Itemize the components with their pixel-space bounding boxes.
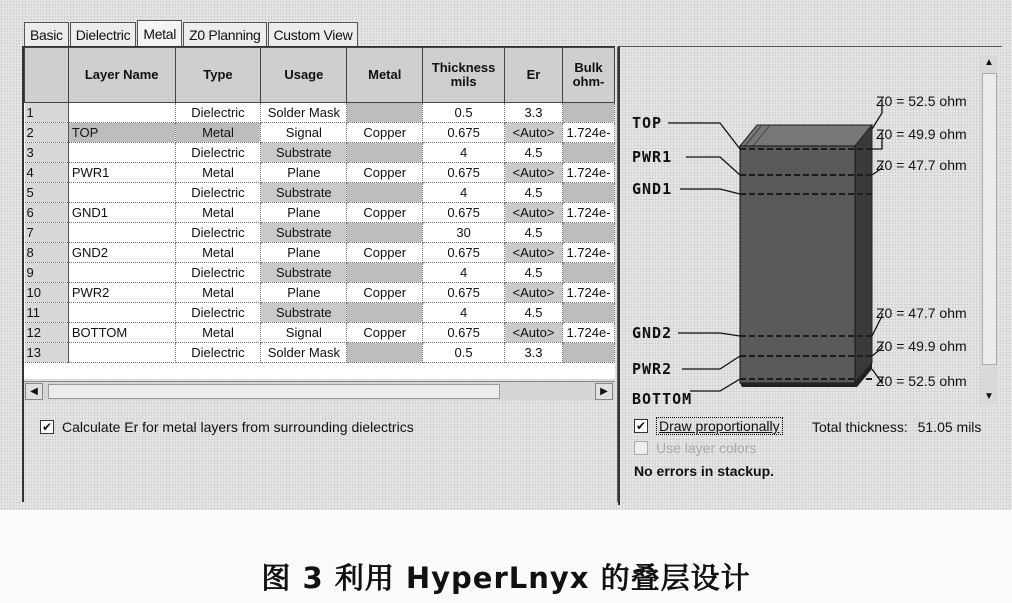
thickness-cell[interactable]: 0.675 <box>423 243 505 263</box>
usage-cell[interactable]: Plane <box>261 243 347 263</box>
draw-proportionally-checkbox[interactable]: ✔ <box>635 419 647 433</box>
column-header[interactable] <box>347 48 423 103</box>
layer-name-cell[interactable] <box>68 303 175 323</box>
leader-top <box>668 123 740 149</box>
bulk-cell[interactable]: 1.724e- <box>562 123 614 143</box>
bulk-cell[interactable] <box>562 183 614 203</box>
row-number: 9 <box>25 263 69 283</box>
layer-name-cell[interactable]: TOP <box>68 123 175 143</box>
column-header-subtext: ohm- <box>572 74 605 89</box>
usage-cell[interactable]: Plane <box>261 163 347 183</box>
bulk-cell[interactable]: 1.724e- <box>562 323 614 343</box>
er-cell[interactable]: <Auto> <box>505 283 563 303</box>
bulk-cell[interactable]: 1.724e- <box>562 283 614 303</box>
metal-cell[interactable]: Copper <box>347 283 423 303</box>
metal-cell[interactable]: Copper <box>347 323 423 343</box>
column-header-text: Bulk <box>574 60 603 75</box>
layer-label-pwr2: PWR2 <box>632 360 673 378</box>
er-cell[interactable]: 4.5 <box>505 143 563 163</box>
layer-name-cell[interactable]: GND2 <box>68 243 175 263</box>
column-header-subtext: mils <box>450 74 477 89</box>
vertical-scrollbar[interactable] <box>980 55 998 405</box>
usage-cell[interactable]: Signal <box>261 323 347 343</box>
er-cell[interactable]: <Auto> <box>505 243 563 263</box>
table-header-row <box>25 48 615 103</box>
type-cell[interactable]: Metal <box>175 203 261 223</box>
thickness-cell[interactable]: 0.675 <box>423 203 505 223</box>
table-row[interactable] <box>25 123 615 143</box>
z0-label-6: Z0 = 52.5 ohm <box>876 373 967 389</box>
layer-name-cell[interactable]: BOTTOM <box>68 323 175 343</box>
er-cell[interactable]: <Auto> <box>505 123 563 143</box>
column-header-text: Er <box>526 67 541 82</box>
metal-cell[interactable] <box>347 303 423 323</box>
figure-caption: 图 3 利用 HyperLnyx 的叠层设计 <box>261 561 751 595</box>
layer-colors-checkbox <box>634 441 648 455</box>
layer-name-cell[interactable] <box>68 183 175 203</box>
table-row[interactable] <box>25 243 615 263</box>
total-thickness-label: Total thickness: <box>812 419 908 435</box>
table-row[interactable] <box>25 183 615 203</box>
thickness-cell[interactable]: 4 <box>423 263 505 283</box>
usage-cell[interactable]: Solder Mask <box>261 103 347 123</box>
table-body <box>25 103 615 363</box>
bulk-cell[interactable]: 1.724e- <box>562 203 614 223</box>
er-cell[interactable]: <Auto> <box>505 163 563 183</box>
column-header[interactable] <box>261 48 347 103</box>
row-number: 6 <box>25 203 69 223</box>
metal-cell[interactable]: Copper <box>347 123 423 143</box>
usage-cell[interactable]: Substrate <box>261 143 347 163</box>
thickness-cell[interactable]: 0.675 <box>423 323 505 343</box>
er-cell[interactable]: <Auto> <box>505 203 563 223</box>
column-header-text: Layer Name <box>84 67 159 82</box>
tab-dielectric[interactable]: Dielectric <box>70 22 137 46</box>
stackup-grid[interactable] <box>24 47 615 379</box>
tab-bar <box>24 20 359 46</box>
layer-name-cell[interactable] <box>68 223 175 243</box>
stackup-table <box>24 47 615 363</box>
layer-colors-option <box>634 440 756 456</box>
total-thickness-value: 51.05 mils <box>917 419 982 435</box>
metal-cell[interactable]: Copper <box>347 203 423 223</box>
table-row[interactable] <box>25 223 615 243</box>
stackup-front-face <box>740 146 855 383</box>
layer-name-cell[interactable] <box>68 143 175 163</box>
type-cell[interactable]: Dielectric <box>175 223 261 243</box>
bulk-cell[interactable] <box>562 143 614 163</box>
row-number: 10 <box>25 283 69 303</box>
usage-cell[interactable]: Substrate <box>261 223 347 243</box>
usage-cell[interactable]: Solder Mask <box>261 343 347 363</box>
bulk-cell[interactable] <box>562 223 614 243</box>
bulk-cell[interactable]: 1.724e- <box>562 243 614 263</box>
thickness-cell[interactable]: 0.5 <box>423 343 505 363</box>
thickness-cell[interactable]: 0.675 <box>423 123 505 143</box>
table-row[interactable] <box>25 343 615 363</box>
usage-cell[interactable]: Substrate <box>261 183 347 203</box>
layer-label-bottom: BOTTOM <box>632 390 693 408</box>
layer-name-cell[interactable] <box>68 103 175 123</box>
leader-pwr2 <box>682 356 740 369</box>
er-cell[interactable]: 4.5 <box>505 263 563 283</box>
row-number: 12 <box>25 323 69 343</box>
type-cell[interactable]: Dielectric <box>175 263 261 283</box>
thickness-cell[interactable]: 0.675 <box>423 163 505 183</box>
leader-bottom <box>690 379 740 391</box>
usage-cell[interactable]: Plane <box>261 203 347 223</box>
column-header[interactable] <box>562 48 614 103</box>
calc-er-checkbox[interactable]: ✔ <box>41 420 53 434</box>
metal-cell[interactable] <box>347 343 423 363</box>
thickness-cell[interactable]: 4 <box>423 183 505 203</box>
stackup-view-panel <box>618 46 1002 505</box>
table-row[interactable] <box>25 143 615 163</box>
tab-custom-view[interactable]: Custom View <box>268 22 359 46</box>
type-cell[interactable]: Dielectric <box>175 103 261 123</box>
type-cell[interactable]: Metal <box>175 123 261 143</box>
type-cell[interactable]: Dielectric <box>175 183 261 203</box>
z0-label-4: Z0 = 47.7 ohm <box>876 305 967 321</box>
row-number: 13 <box>25 343 69 363</box>
type-cell[interactable]: Dielectric <box>175 303 261 323</box>
er-cell[interactable]: 4.5 <box>505 303 563 323</box>
metal-cell[interactable] <box>347 223 423 243</box>
er-cell[interactable]: 3.3 <box>505 103 563 123</box>
layer-label-pwr1: PWR1 <box>632 148 673 166</box>
column-header[interactable] <box>505 48 563 103</box>
type-cell[interactable]: Metal <box>175 283 261 303</box>
type-cell[interactable]: Dielectric <box>175 343 261 363</box>
layer-name-cell[interactable] <box>68 263 175 283</box>
calc-er-label: Calculate Er for metal layers from surrounding dielectrics <box>62 419 414 435</box>
bulk-cell[interactable] <box>562 303 614 323</box>
horizontal-scroll-thumb[interactable] <box>48 384 500 399</box>
row-number: 7 <box>25 223 69 243</box>
bulk-cell[interactable]: 1.724e- <box>562 163 614 183</box>
table-row[interactable] <box>25 103 615 123</box>
row-number: 2 <box>25 123 69 143</box>
scroll-down-button[interactable]: ▼ <box>984 391 994 402</box>
usage-cell[interactable]: Substrate <box>261 303 347 323</box>
table-row[interactable] <box>25 263 615 283</box>
usage-cell[interactable]: Signal <box>261 123 347 143</box>
tab-metal[interactable]: Metal <box>137 20 182 47</box>
metal-cell[interactable]: Copper <box>347 243 423 263</box>
leader-gnd1 <box>680 189 740 194</box>
column-header-text: Usage <box>284 67 324 82</box>
bulk-cell[interactable] <box>562 263 614 283</box>
stackup-grid-panel <box>22 47 618 502</box>
stackup-status: No errors in stackup. <box>634 463 775 479</box>
leader-gnd2 <box>678 333 740 336</box>
er-cell[interactable]: 4.5 <box>505 183 563 203</box>
column-header-text: Metal <box>368 67 402 82</box>
column-header-text: Type <box>203 67 233 82</box>
type-cell[interactable]: Metal <box>175 163 261 183</box>
horizontal-scrollbar[interactable] <box>24 381 615 400</box>
table-row[interactable] <box>25 163 615 183</box>
row-number: 11 <box>25 303 69 323</box>
layer-name-cell[interactable]: PWR1 <box>68 163 175 183</box>
bulk-cell[interactable] <box>562 103 614 123</box>
er-cell[interactable]: 4.5 <box>505 223 563 243</box>
z0-label-3: Z0 = 47.7 ohm <box>876 157 967 173</box>
type-cell[interactable]: Metal <box>175 323 261 343</box>
metal-cell[interactable]: Copper <box>347 163 423 183</box>
column-header[interactable] <box>68 48 175 103</box>
layer-leader-lines <box>668 123 740 391</box>
row-number: 1 <box>25 103 69 123</box>
scroll-right-button[interactable]: ▶ <box>595 383 613 400</box>
tab-z0-planning[interactable]: Z0 Planning <box>183 22 266 46</box>
layer-label-top: TOP <box>632 114 663 132</box>
layer-name-cell[interactable]: GND1 <box>68 203 175 223</box>
usage-cell[interactable]: Substrate <box>261 263 347 283</box>
er-cell[interactable]: 3.3 <box>505 343 563 363</box>
usage-cell[interactable]: Plane <box>261 283 347 303</box>
layer-name-cell[interactable]: PWR2 <box>68 283 175 303</box>
calc-er-option[interactable] <box>40 419 414 435</box>
column-header[interactable] <box>25 48 69 103</box>
stackup-side-face <box>855 125 872 383</box>
table-row[interactable] <box>25 323 615 343</box>
leader-pwr1 <box>686 157 740 175</box>
bulk-cell[interactable] <box>562 343 614 363</box>
scroll-left-button[interactable]: ◀ <box>25 383 43 400</box>
tab-basic[interactable]: Basic <box>24 22 69 46</box>
er-cell[interactable]: <Auto> <box>505 323 563 343</box>
thickness-cell[interactable]: 0.675 <box>423 283 505 303</box>
z0-label-5: Z0 = 49.9 ohm <box>876 338 967 354</box>
column-header-text: Thickness <box>431 60 496 75</box>
metal-cell[interactable] <box>347 263 423 283</box>
vertical-scroll-thumb[interactable] <box>982 73 997 365</box>
thickness-cell[interactable]: 4 <box>423 303 505 323</box>
layer-label-gnd2: GND2 <box>632 324 673 342</box>
row-number: 4 <box>25 163 69 183</box>
thickness-cell[interactable]: 30 <box>423 223 505 243</box>
table-row[interactable] <box>25 283 615 303</box>
row-number: 5 <box>25 183 69 203</box>
scroll-up-button[interactable]: ▲ <box>984 57 994 68</box>
metal-cell[interactable] <box>347 143 423 163</box>
type-cell[interactable]: Metal <box>175 243 261 263</box>
row-number: 8 <box>25 243 69 263</box>
table-row[interactable] <box>25 203 615 223</box>
type-cell[interactable]: Dielectric <box>175 143 261 163</box>
column-header[interactable] <box>175 48 261 103</box>
metal-cell[interactable] <box>347 103 423 123</box>
column-header[interactable] <box>423 48 505 103</box>
z0-label-1: Z0 = 52.5 ohm <box>876 93 967 109</box>
metal-cell[interactable] <box>347 183 423 203</box>
row-number: 3 <box>25 143 69 163</box>
thickness-cell[interactable]: 4 <box>423 143 505 163</box>
draw-proportionally-label: Draw proportionally <box>656 417 783 435</box>
layer-label-gnd1: GND1 <box>632 180 673 198</box>
z0-label-2: Z0 = 49.9 ohm <box>876 126 967 142</box>
thickness-cell[interactable]: 0.5 <box>423 103 505 123</box>
layer-colors-label: Use layer colors <box>656 440 757 456</box>
layer-name-cell[interactable] <box>68 343 175 363</box>
total-thickness <box>812 419 981 435</box>
table-row[interactable] <box>25 303 615 323</box>
draw-proportionally-option[interactable] <box>634 417 783 435</box>
